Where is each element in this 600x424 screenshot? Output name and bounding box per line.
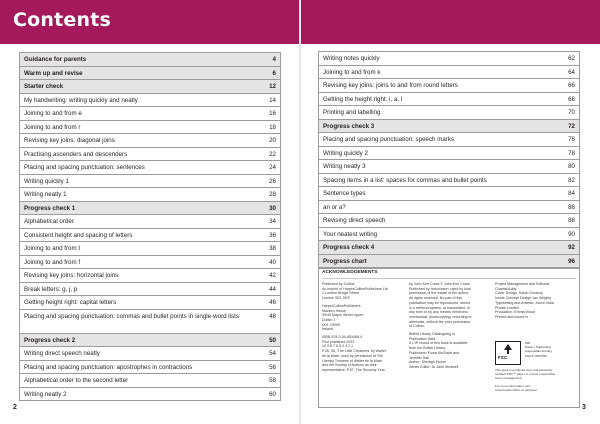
page-number-left: 2	[13, 404, 17, 411]
acknowledgement-line: and the Society of Authors as their	[322, 363, 377, 368]
toc-entry-title: Revising key joins: diagonal joins	[24, 137, 115, 144]
toc-entry-page: 66	[568, 82, 575, 89]
toc-entry-page: 6	[272, 69, 276, 77]
fsc-logo	[495, 341, 521, 365]
toc-entry-title: Your neatest writing	[323, 230, 378, 238]
acknowledgement-line: mechanical, photocopying, recording or	[409, 314, 472, 319]
toc-entry-title: Starter check	[24, 83, 64, 90]
fsc-statement-line: certified FSC™ paper to ensure responsible	[495, 372, 556, 377]
acknowledgement-line: representative; P.57, The Snowmy Year	[322, 367, 385, 372]
acknowledgement-line: 10 9 8 7 6 5 4 3 2 1	[322, 344, 353, 349]
toc-entry-page: 50	[269, 336, 276, 344]
toc-row	[319, 214, 579, 228]
acknowledgement-line: Typesetting and Artwork: Jouve India	[495, 300, 554, 305]
toc-entry-title: Writing direct speech neatly	[24, 350, 100, 358]
acknowledgements-column-credits	[495, 282, 575, 320]
toc-entry-page: 68	[568, 95, 575, 103]
acknowledgement-line: HarperCollinsPublishers	[322, 303, 361, 308]
toc-row	[20, 107, 280, 121]
fsc-statement-line: For more information visit:	[495, 383, 531, 388]
toc-entry-title: Placing and spacing punctuation: speech marks	[323, 136, 455, 143]
toc-entry-title: Placing and spacing punctuation: sentences	[24, 164, 145, 171]
contents-table-left	[19, 52, 281, 401]
toc-entry-page: 56	[269, 363, 276, 371]
toc-row	[319, 147, 579, 161]
toc-entry-page: 96	[568, 257, 575, 265]
toc-entry-title: Writing notes quickly	[323, 55, 380, 62]
toc-entry-page: 30	[269, 204, 276, 212]
acknowledgement-line: Published by Collins	[322, 282, 355, 286]
toc-row	[20, 80, 280, 94]
page-number-right: 3	[582, 404, 586, 411]
toc-entry-page: 12	[269, 83, 276, 90]
toc-entry-title: Progress chart	[323, 257, 367, 265]
toc-entry-page: 92	[568, 244, 575, 251]
fsc-statement-line: This book is produced from independently	[495, 368, 553, 372]
acknowledgement-line: Production: Emma Wood	[495, 310, 535, 315]
toc-entry-title: Writing quickly 2	[323, 149, 368, 157]
toc-entry-title: Joining to and from e	[24, 110, 82, 117]
toc-entry-title: Joining to and from t	[24, 245, 81, 252]
toc-entry-title: Placing and spacing punctuation: apostrophes in contractions	[24, 363, 193, 371]
toc-row	[20, 148, 280, 162]
toc-entry-page: 78	[568, 149, 575, 157]
acknowledgement-line: London SE1 9GF	[322, 296, 350, 301]
acknowledgement-line: Cover Design: Sarah Duxbury	[495, 291, 543, 296]
toc-row	[20, 269, 280, 283]
fsc-statement	[495, 368, 577, 392]
toc-entry-page: 90	[568, 230, 575, 238]
toc-entry-page: 28	[269, 191, 276, 198]
toc-entry-title: Writing neatly 2	[24, 390, 67, 398]
acknowledgement-line: from the British Library.	[409, 346, 446, 351]
toc-row	[319, 133, 579, 147]
acknowledgement-line: ISBN 978-0-00-853468-4	[322, 335, 363, 340]
toc-entry-title: Guidance for parents	[24, 56, 87, 63]
acknowledgement-line: First published 2023	[322, 339, 355, 344]
toc-row	[20, 256, 280, 270]
toc-row	[319, 106, 579, 120]
toc-row	[20, 347, 280, 361]
toc-row	[319, 187, 579, 201]
toc-entry-page: 40	[269, 258, 276, 266]
acknowledgements-heading: ACKNOWLEDGEMENTS	[322, 270, 378, 275]
acknowledgement-line: Jennifer Hall	[409, 355, 429, 360]
toc-entry-page: 86	[568, 203, 575, 211]
toc-entry-page: 58	[269, 377, 276, 385]
toc-entry-page: 70	[568, 109, 575, 116]
toc-row	[20, 283, 280, 297]
acknowledgement-line: Private Limited	[495, 305, 519, 310]
toc-entry-page: 80	[568, 163, 575, 170]
toc-row	[319, 160, 579, 174]
acknowledgement-line: Author: Shelagh Moore	[409, 360, 446, 365]
toc-entry-page: 44	[269, 285, 276, 293]
toc-entry-page: 16	[269, 110, 276, 117]
acknowledgement-line: British Library Cataloguing in	[409, 332, 455, 337]
acknowledgement-line: Printed and bound in	[495, 314, 529, 319]
acknowledgement-line: An imprint of HarperCollinsPublishers Ltd	[322, 286, 388, 291]
toc-row	[319, 120, 579, 134]
toc-row	[319, 52, 579, 66]
toc-entry-page: 38	[269, 245, 276, 252]
acknowledgement-line: otherwise, without the prior permission	[409, 319, 471, 324]
toc-entry-page: 26	[269, 177, 276, 185]
acknowledgement-line: Macken House	[322, 308, 346, 313]
acknowledgement-line: 39/40 Mayor Street Upper	[322, 313, 364, 318]
toc-row	[20, 53, 280, 67]
toc-row	[319, 241, 579, 255]
acknowledgement-line: Inside Concept Design: Ian Wrigley	[495, 296, 552, 301]
acknowledgement-line: Publication Data	[409, 336, 436, 341]
fsc-label-line: FSC® C007454	[525, 353, 547, 358]
toc-row	[319, 201, 579, 215]
toc-row	[20, 188, 280, 202]
fsc-label-line: responsible forestry	[525, 349, 552, 354]
toc-entry-title: Progress check 2	[24, 336, 76, 344]
toc-row	[20, 134, 280, 148]
toc-entry-page: 62	[568, 55, 575, 62]
toc-entry-page: 20	[269, 137, 276, 144]
toc-entry-title: Getting height right: capital letters	[24, 299, 117, 306]
book-spine	[299, 0, 301, 424]
tree-icon	[503, 344, 513, 354]
toc-entry-title: Revising direct speech	[323, 217, 386, 224]
toc-entry-page: 64	[568, 68, 575, 76]
acknowledgement-line: by John Keir Cross © John Keir Cross.	[409, 282, 471, 286]
fsc-statement-line: www.harpercollins.co.uk/green	[495, 387, 537, 392]
page-title: Contents	[13, 9, 112, 31]
toc-entry-page: 76	[568, 136, 575, 143]
toc-entry-title: Joining to and from f	[24, 258, 81, 266]
toc-entry-page: 14	[269, 96, 276, 104]
toc-entry-page: 48	[269, 312, 276, 320]
toc-entry-title: Writing neatly 3	[323, 163, 366, 170]
toc-entry-page: 84	[568, 190, 575, 197]
toc-entry-title: Alphabetical order	[24, 218, 74, 225]
toc-entry-title: Break letters: g, j, p	[24, 285, 78, 293]
toc-entry-page: 46	[269, 299, 276, 306]
toc-entry-title: Placing and spacing punctuation: commas and bullet points in single-word lists	[24, 312, 239, 320]
toc-entry-title: Getting the height right: i, a, l	[323, 95, 403, 103]
toc-entry-title: Writing neatly 1	[24, 191, 67, 198]
toc-entry-title: Writing quickly 1	[24, 177, 69, 185]
toc-entry-title: Sentence types	[323, 190, 366, 197]
toc-entry-page: 60	[269, 390, 276, 398]
toc-entry-title: Progress check 4	[323, 244, 375, 251]
toc-entry-page: 82	[568, 176, 575, 184]
toc-row	[20, 161, 280, 175]
toc-row	[319, 79, 579, 93]
toc-row	[319, 93, 579, 107]
toc-entry-title: My handwriting: writing quickly and neatly	[24, 96, 138, 104]
acknowledgement-line: Chantal Addy	[495, 286, 517, 291]
toc-entry-title: Revising key joins: joins to and from round letters	[323, 82, 458, 89]
fsc-label-line: MIX	[525, 341, 531, 345]
acknowledgement-line: Ireland	[322, 327, 333, 332]
acknowledgement-line: publication may be reproduced, stored	[409, 300, 471, 305]
divider	[322, 278, 576, 279]
toc-entry-title: Joining to and from r	[24, 123, 81, 131]
toc-row	[20, 202, 280, 216]
acknowledgement-line: All rights reserved. No part of this	[409, 296, 463, 301]
toc-row	[20, 388, 280, 402]
toc-row	[20, 334, 280, 348]
fsc-label	[525, 341, 577, 358]
acknowledgement-line: P.26, 38, 'The Little Creatures' by Walter	[322, 349, 386, 354]
toc-entry-page: 4	[272, 56, 276, 63]
toc-row	[319, 66, 579, 80]
toc-entry-page: 24	[269, 164, 276, 171]
toc-entry-title: Spacing items in a list: spaces for commas and bullet points	[323, 176, 487, 184]
acknowledgement-line: any form or by any means, electronic,	[409, 310, 469, 315]
acknowledgements-column-rights	[409, 282, 489, 370]
toc-row	[20, 242, 280, 256]
acknowledgement-line: Published by Hutchinson, used by kind	[409, 286, 471, 291]
toc-row	[20, 374, 280, 388]
acknowledgement-line: in a retrieval system, or transmitted, in	[409, 305, 470, 310]
toc-row	[319, 174, 579, 188]
fsc-mark-text: FSC	[498, 355, 508, 360]
acknowledgement-line: D01 C9W8	[322, 322, 340, 327]
toc-row	[20, 94, 280, 108]
toc-entry-title: Progress check 3	[323, 122, 375, 130]
toc-entry-title: Practising ascenders and descenders	[24, 150, 128, 158]
acknowledgement-line: Dublin 1	[322, 317, 336, 322]
toc-entry-title: Joining to and from k	[323, 68, 381, 76]
toc-row	[20, 310, 280, 334]
acknowledgement-line: permission of the estate of the author.	[409, 291, 470, 296]
toc-row	[20, 361, 280, 375]
toc-entry-title: Progress check 1	[24, 204, 76, 212]
acknowledgement-line: Literary Trustees of Walter de la Mare	[322, 358, 382, 363]
toc-row	[319, 228, 579, 242]
toc-entry-page: 34	[269, 218, 276, 225]
fsc-statement-line: forest management.	[495, 376, 523, 381]
acknowledgements-column-publisher	[322, 282, 402, 373]
toc-entry-page: 36	[269, 231, 276, 239]
toc-entry-title: Consistent height and spacing of letters	[24, 231, 133, 239]
toc-entry-title: Revising key joins: horizontal joins	[24, 272, 119, 279]
toc-row	[20, 215, 280, 229]
toc-entry-title: Warm up and revise	[24, 69, 83, 77]
toc-entry-title: an or a?	[323, 203, 346, 211]
toc-entry-page: 18	[269, 123, 276, 131]
acknowledgement-line: Project Management and Editorial:	[495, 282, 551, 286]
toc-entry-page: 88	[568, 217, 575, 224]
toc-entry-page: 22	[269, 150, 276, 158]
toc-row	[20, 175, 280, 189]
toc-row	[20, 67, 280, 81]
acknowledgement-line: Series Editor: Dr Jane Medwell	[409, 364, 459, 369]
toc-entry-title: Printing and labelling	[323, 109, 381, 116]
toc-entry-title: Alphabetical order to the second letter	[24, 377, 129, 385]
toc-row	[20, 121, 280, 135]
contents-table-right	[318, 51, 580, 268]
toc-entry-page: 54	[269, 350, 276, 358]
acknowledgement-line: A CIP record of this book is available	[409, 341, 468, 346]
acknowledgement-line: of Collins.	[409, 324, 425, 329]
toc-row	[20, 229, 280, 243]
toc-row	[20, 296, 280, 310]
acknowledgement-line: Publishers: Fiona McGlade and	[409, 350, 460, 355]
acknowledgement-line: de la Mare, used by permission of The	[322, 353, 384, 358]
fsc-label-line: Paper | Supporting	[525, 345, 551, 350]
toc-entry-page: 42	[269, 272, 276, 279]
toc-entry-page: 72	[568, 122, 575, 130]
acknowledgement-line: 1 London Bridge Street	[322, 291, 359, 296]
acknowledgements-box	[318, 268, 580, 408]
toc-row	[319, 255, 579, 269]
